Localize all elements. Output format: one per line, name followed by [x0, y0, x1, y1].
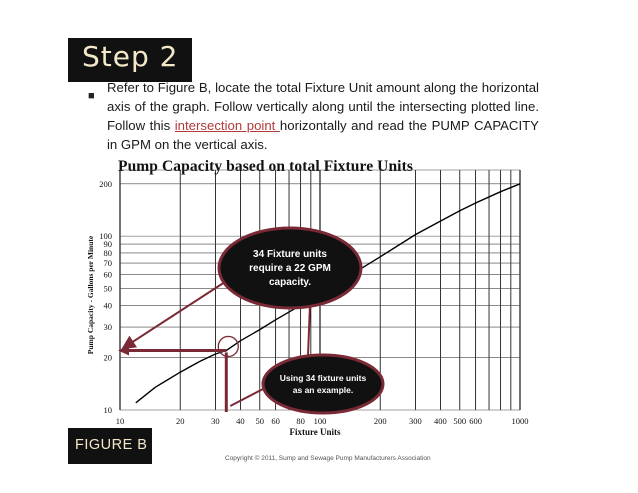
y-tick-label: 70	[103, 258, 112, 269]
x-tick-label: 60	[271, 416, 280, 426]
y-tick-label: 200	[99, 178, 112, 189]
x-tick-label: 20	[175, 416, 185, 426]
figure-label-box	[68, 428, 152, 464]
y-tick-label: 60	[103, 269, 112, 280]
callout-top-text: 34 Fixture units	[253, 249, 327, 260]
y-tick-label: 100	[99, 231, 112, 242]
x-tick-label: 10	[115, 416, 125, 426]
y-tick-label: 20	[103, 352, 112, 363]
instructions-part-2: horizontally and read the PUMP CAPACITY in GPM on the vertical axis.	[107, 118, 539, 152]
x-tick-label: 100	[313, 416, 327, 426]
x-tick-label: 300	[409, 416, 422, 426]
y-tick-label: 90	[103, 239, 112, 250]
x-tick-label: 400	[434, 416, 447, 426]
x-tick-label: 500	[453, 416, 467, 426]
x-tick-label: 50	[255, 416, 265, 426]
intersection-point-link[interactable]: intersection point	[174, 118, 280, 133]
chart-title: Pump Capacity based on total Fixture Units	[118, 158, 413, 175]
y-axis-title: Pump Capacity - Gallons per Minute	[86, 235, 95, 355]
x-axis-title: Fixture Units	[289, 427, 341, 437]
intersection-circle	[218, 336, 238, 356]
x-tick-label: 200	[373, 416, 387, 426]
x-tick-label: 80	[296, 416, 305, 426]
instructions-part-1: Refer to Figure B, locate the total Fixture Unit amount along the horizontal axis of the graph. Follow vertically along until the intersecting plotted line. Follow this	[107, 80, 539, 133]
figure-label: FIGURE B	[75, 437, 148, 453]
y-tick-label: 40	[103, 300, 112, 311]
callout-bubble-bottom	[263, 355, 383, 413]
callout-bottom-text: as an example.	[292, 385, 354, 395]
y-tick-label: 30	[103, 322, 112, 333]
y-tick-label: 80	[103, 247, 112, 258]
bullet-icon: ■	[88, 90, 95, 102]
callout-top-text: require a 22 GPM	[249, 263, 331, 274]
x-tick-label: 600	[469, 416, 483, 426]
callout-bottom-text: Using 34 fixture units	[279, 373, 367, 383]
callout-bottom-pointer	[230, 389, 263, 406]
callout-top-text: capacity.	[268, 277, 312, 288]
step-title: Step 2	[82, 40, 179, 73]
y-tick-label: 10	[103, 405, 112, 415]
x-tick-label: 40	[236, 416, 245, 426]
y-tick-label: 50	[103, 283, 112, 294]
x-tick-label: 1000	[511, 416, 529, 426]
callout-arrow-left	[124, 280, 228, 347]
copyright-text: Copyright © 2011, Sump and Sewage Pump Manufacturers Association	[225, 455, 431, 462]
x-tick-label: 30	[211, 416, 220, 426]
